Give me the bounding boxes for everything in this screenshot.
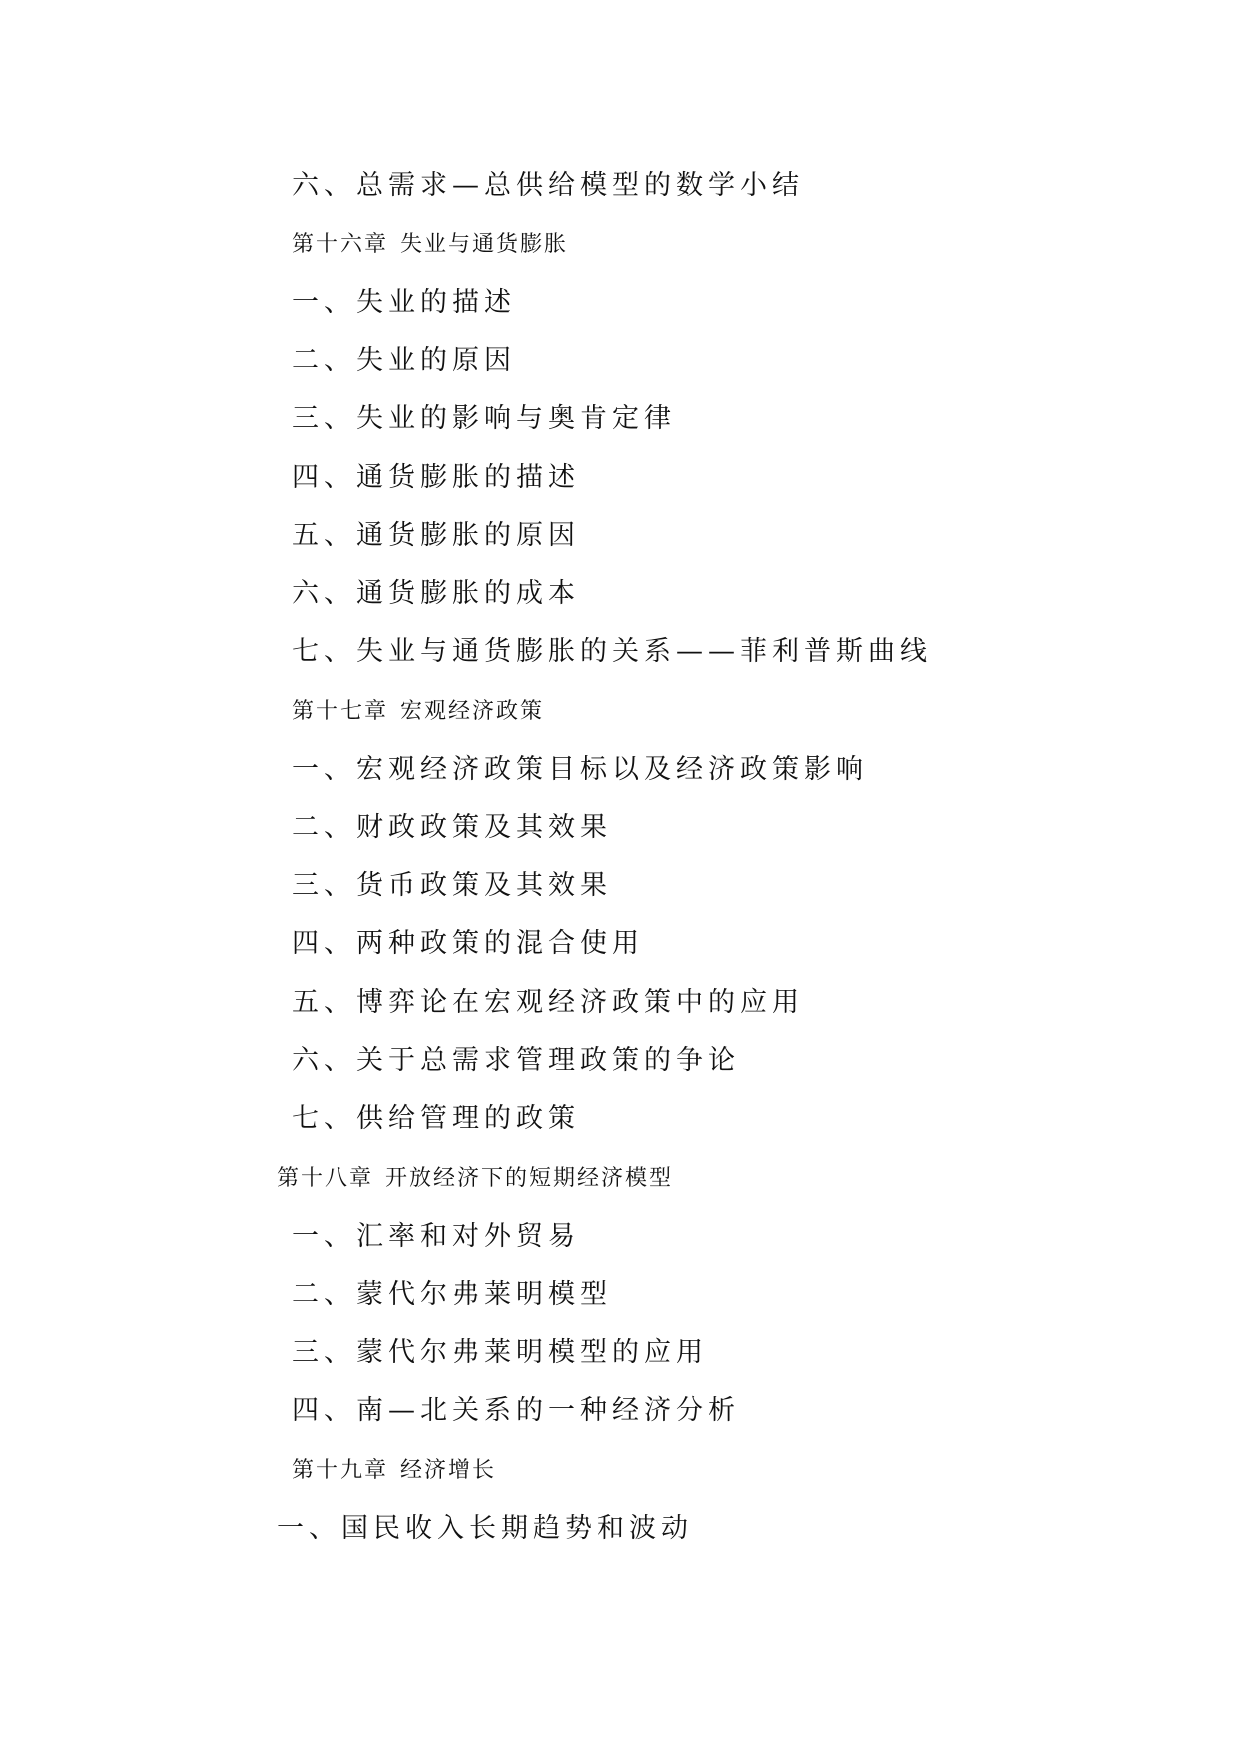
- toc-item: 三、货币政策及其效果: [292, 870, 612, 901]
- toc-item: 四、通货膨胀的描述: [292, 462, 580, 493]
- chapter-label: 第十八章: [277, 1166, 374, 1191]
- chapter-title: 经济增长: [400, 1458, 497, 1483]
- toc-item: 一、国民收入长期趋势和波动: [277, 1513, 693, 1544]
- toc-item: 五、通货膨胀的原因: [292, 520, 580, 551]
- toc-item: 二、蒙代尔弗莱明模型: [292, 1279, 612, 1310]
- chapter-heading-17: [292, 701, 544, 723]
- toc-item: 三、蒙代尔弗莱明模型的应用: [292, 1337, 708, 1368]
- toc-item: 六、通货膨胀的成本: [292, 578, 580, 609]
- toc-item: 六、总需求—总供给模型的数学小结: [292, 170, 804, 201]
- chapter-label: 第十六章: [292, 232, 389, 257]
- toc-item: 二、失业的原因: [292, 345, 516, 376]
- toc-item: 二、财政政策及其效果: [292, 812, 612, 843]
- toc-item: 一、失业的描述: [292, 287, 516, 318]
- toc-item: 七、失业与通货膨胀的关系——菲利普斯曲线: [292, 636, 932, 667]
- toc-item: 七、供给管理的政策: [292, 1103, 580, 1134]
- toc-item: 一、汇率和对外贸易: [292, 1221, 580, 1252]
- chapter-heading-19: [292, 1460, 496, 1482]
- toc-item: 三、失业的影响与奥肯定律: [292, 403, 676, 434]
- chapter-heading-16: [292, 234, 568, 256]
- chapter-label: 第十七章: [292, 699, 389, 724]
- chapter-heading-18: [277, 1168, 673, 1190]
- toc-item: 一、宏观经济政策目标以及经济政策影响: [292, 754, 868, 785]
- chapter-title: 失业与通货膨胀: [400, 232, 569, 257]
- toc-item: 四、南—北关系的一种经济分析: [292, 1395, 740, 1426]
- chapter-title: 宏观经济政策: [400, 699, 545, 724]
- chapter-title: 开放经济下的短期经济模型: [385, 1166, 674, 1191]
- chapter-label: 第十九章: [292, 1458, 389, 1483]
- toc-item: 五、博弈论在宏观经济政策中的应用: [292, 987, 804, 1018]
- toc-item: 六、关于总需求管理政策的争论: [292, 1045, 740, 1076]
- toc-item: 四、两种政策的混合使用: [292, 928, 644, 959]
